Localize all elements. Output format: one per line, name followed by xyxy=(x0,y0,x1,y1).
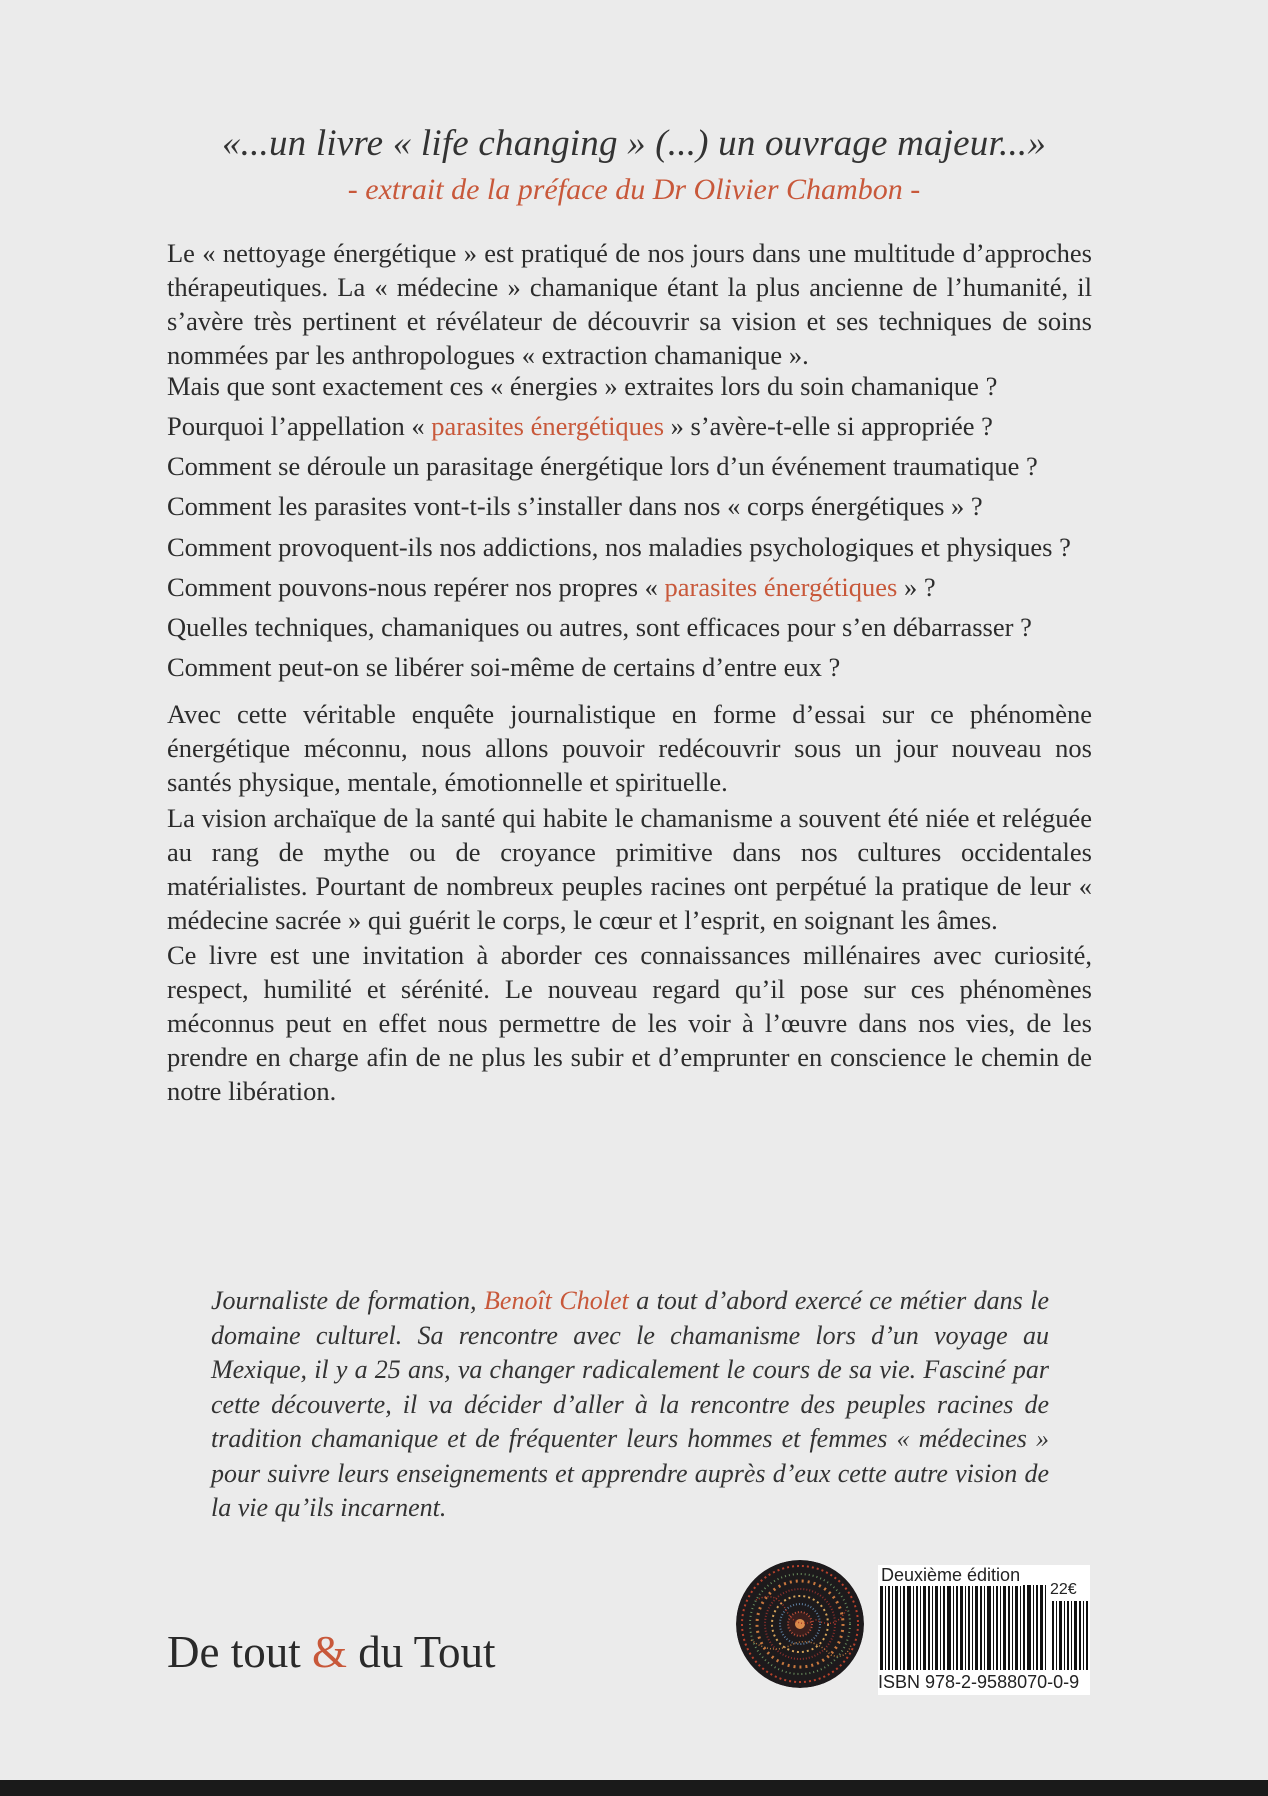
mandala-graphic xyxy=(736,1560,864,1688)
price-label: 22€ xyxy=(1050,1581,1077,1598)
barcode-panel xyxy=(878,1565,1090,1695)
publisher-part-1: De tout xyxy=(167,1627,312,1677)
bio-rest: a tout d’abord exercé ce métier dans le domaine culturel. Sa rencontre avec le chamanisme lors d’un voyage au Mexique, il y a 25 ans, va changer radicalement le cours de sa vie. Fasciné par cette découverte, il va décider d’aller à la rencontre des peuples racines de tradition chamanique et de fréquenter leurs hommes et femmes « médecines » pour suivre leurs enseignements et apprendre auprès d’eux cette autre vision de la vie qu’ils incarnent. xyxy=(211,1286,1050,1522)
question-7: Quelles techniques, chamaniques ou autres, sont efficaces pour s’en débarrasser ? xyxy=(167,612,1032,642)
cover-quote: «...un livre « life changing » (...) un ouvrage majeur...» xyxy=(221,123,1047,164)
question-2-highlight: parasites énergétiques xyxy=(431,411,665,441)
question-6-start: Comment pouvons-nous repérer nos propres « xyxy=(167,572,665,602)
publisher-ampersand: & xyxy=(311,1627,347,1677)
question-2 xyxy=(167,409,1127,443)
paragraph-enquete: Avec cette véritable enquête journalistique en forme d’essai sur ce phénomène énergétique méconnu, nous allons pouvoir redécouvrir sous un jour nouveau nos santés physique, mentale, émotionnelle et spirituelle. xyxy=(167,699,1092,797)
mandala-medallion-image xyxy=(736,1560,864,1688)
edition-label: Deuxième édition xyxy=(878,1565,1023,1586)
question-6-end: » ? xyxy=(897,572,936,602)
question-5: Comment provoquent-ils nos addictions, nos maladies psychologiques et physiques ? xyxy=(167,532,1071,562)
question-1: Mais que sont exactement ces « énergies » extraites lors du soin chamanique ? xyxy=(167,371,998,401)
paragraph-vision: La vision archaïque de la santé qui habite le chamanisme a souvent été niée et reléguée au rang de mythe ou de croyance primitive dans nos cultures occidentales matérialistes. Pourtant de nombreux peuples racines ont perpétué la pratique de leur « médecine sacrée » qui guérit le corps, le cœur et l’esprit, en soignant les âmes. xyxy=(167,803,1092,935)
question-2-start: Pourquoi l’appellation « xyxy=(167,411,432,441)
question-8: Comment peut-on se libérer soi-même de certains d’entre eux ? xyxy=(167,652,841,682)
question-3: Comment se déroule un parasitage énergétique lors d’un événement traumatique ? xyxy=(167,451,1038,481)
paragraph-invitation: Ce livre est une invitation à aborder ces connaissances millénaires avec curiosité, respect, humilité et sérénité. Le nouveau regard qu’il pose sur ces phénomènes méconnus peut en effet nous permettre de les voir à l’œuvre dans nos vies, de les prendre en charge afin de ne plus les subir et d’emprunter en conscience le chemin de notre libération. xyxy=(167,940,1092,1106)
bottom-edge xyxy=(0,1780,1268,1796)
author-bio xyxy=(211,1284,1049,1526)
bio-start: Journaliste de formation, xyxy=(211,1286,485,1315)
question-2-end: » s’avère-t-elle si appropriée ? xyxy=(664,411,993,441)
publisher-part-2: du Tout xyxy=(347,1627,496,1677)
author-name: Benoît Cholet xyxy=(484,1286,629,1315)
intro-paragraph: Le « nettoyage énergétique » est pratiqué de nos jours dans une multitude d’approches thérapeutiques. La « médecine » chamanique étant la plus ancienne de l’humanité, il s’avère très pertinent et révélateur de découvrir sa vision et ses techniques de soins nommées par les anthropologues « extraction chamanique ». xyxy=(167,238,1092,370)
publisher-logo xyxy=(167,1626,496,1678)
question-6-highlight: parasites énergétiques xyxy=(664,572,898,602)
isbn-label: ISBN 978-2-9588070-0-9 xyxy=(878,1672,1080,1692)
question-4: Comment les parasites vont-t-ils s’installer dans nos « corps énergétiques » ? xyxy=(167,491,983,521)
question-6 xyxy=(167,570,1127,604)
quote-source: - extrait de la préface du Dr Olivier Chambon - xyxy=(347,173,921,206)
